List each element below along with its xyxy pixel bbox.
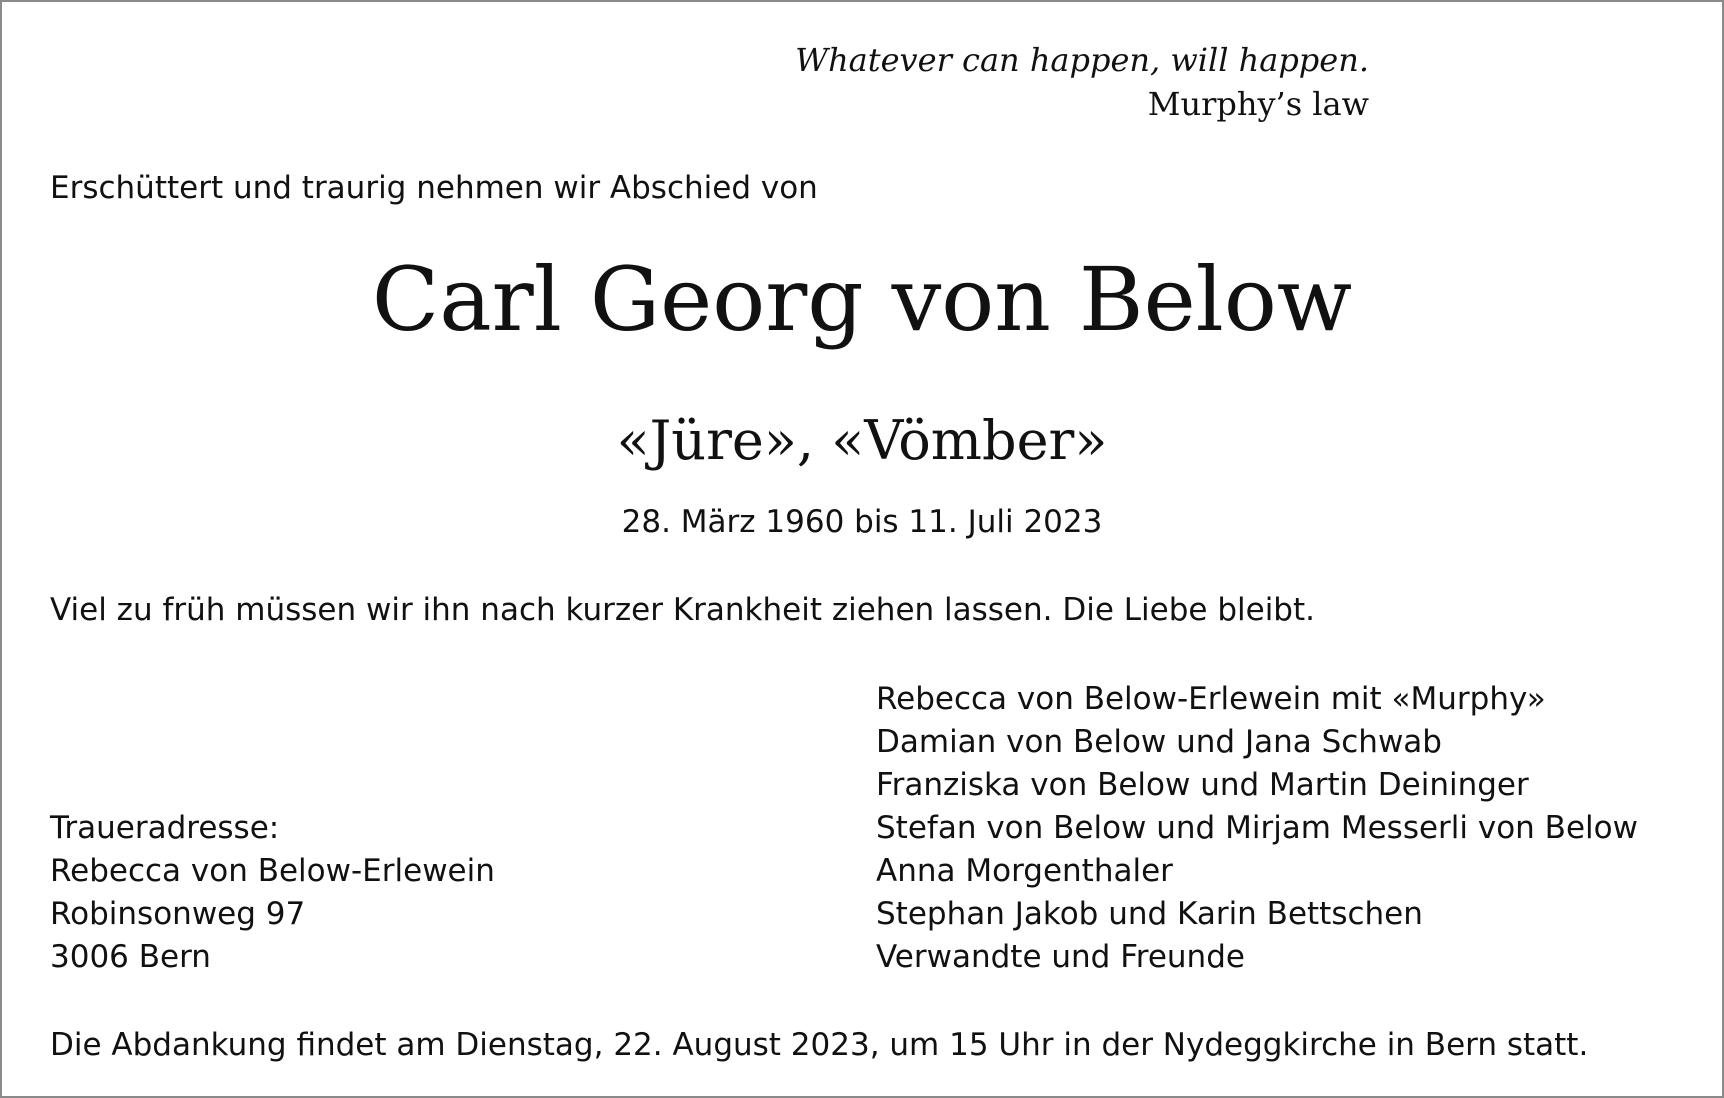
address-line: Rebecca von Below-Erlewein [50, 853, 495, 889]
mourner-item: Rebecca von Below-Erlewein mit «Murphy» [876, 681, 1546, 717]
ceremony-info: Die Abdankung findet am Dienstag, 22. August 2023, um 15 Uhr in der Nydeggkirche in Bern statt. [50, 1027, 1589, 1063]
mourning-address [50, 807, 495, 979]
motto-source: Murphy’s law [1147, 85, 1369, 123]
mourner-item: Verwandte und Freunde [876, 939, 1245, 975]
mourners-list [876, 678, 1638, 979]
mourner-item: Stephan Jakob und Karin Bettschen [876, 896, 1423, 932]
motto [795, 38, 1369, 126]
intro-text: Erschüttert und traurig nehmen wir Abschied von [50, 170, 818, 206]
address-line: 3006 Bern [50, 939, 211, 975]
address-line: Robinsonweg 97 [50, 896, 306, 932]
deceased-nicknames: «Jüre», «Vömber» [616, 409, 1108, 472]
mourner-item: Stefan von Below und Mirjam Messerli von Below [876, 810, 1638, 846]
mourner-item: Damian von Below und Jana Schwab [876, 724, 1442, 760]
deceased-name: Carl Georg von Below [371, 248, 1353, 351]
farewell-message: Viel zu früh müssen wir ihn nach kurzer Krankheit ziehen lassen. Die Liebe bleibt. [50, 592, 1315, 628]
life-dates: 28. März 1960 bis 11. Juli 2023 [621, 504, 1103, 540]
address-heading: Traueradresse: [50, 810, 280, 846]
mourner-item: Franziska von Below und Martin Deininger [876, 767, 1529, 803]
mourner-item: Anna Morgenthaler [876, 853, 1173, 889]
motto-quote: Whatever can happen, will happen. [795, 41, 1369, 79]
